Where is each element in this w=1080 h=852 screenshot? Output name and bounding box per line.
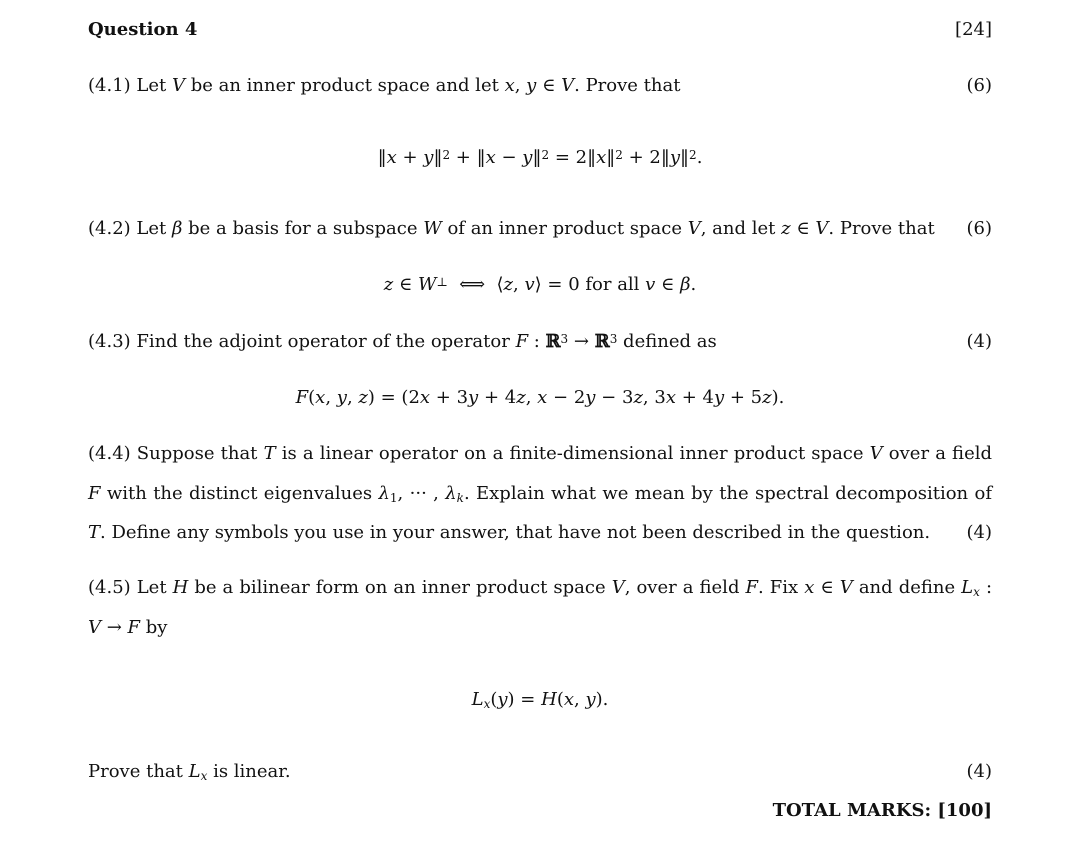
q44-number: (4.4) <box>88 443 131 464</box>
q43-number: (4.3) <box>88 331 131 352</box>
q43-equation: F(x, y, z) = (2x + 3y + 4z, x − 2y − 3z, 3x + 4y + 5z). <box>295 387 785 408</box>
q43-marks: (4) <box>966 331 992 352</box>
q42-number: (4.2) <box>88 218 131 239</box>
question-title: Question 4 <box>88 19 198 40</box>
q43-prompt: (4.3) Find the adjoint operator of the operator F : ℝ$^3$ → ℝ$^3$ defined as <box>88 331 717 352</box>
q45-equation: $L_x(y) = H(x$, y). <box>471 689 609 711</box>
q45-number: (4.5) <box>88 577 131 598</box>
question-total-marks: [24] <box>955 19 992 40</box>
q42-marks: (6) <box>966 218 992 239</box>
q44-marks: (4) <box>966 522 992 543</box>
q41-number: (4.1) <box>88 75 131 96</box>
q41-marks: (6) <box>966 75 992 96</box>
q41-equation: ‖x + y‖$^2$ + ‖x − y‖$^2$ = 2‖x‖$^2$ + 2‖y‖$^2$. <box>377 147 703 168</box>
total-marks: TOTAL MARKS: [100] <box>772 800 992 821</box>
q45-marks: (4) <box>966 761 992 782</box>
q44-paragraph: (4.4) Suppose that T is a linear operator on a finite-dimensional inner product space V over a field F with the distinct eigenvalues $\lambda_1$, ··· , $\lambda_k$. Explain what we mean by the spectral decomposition of T. Define any symbols you use in your answer, that have not been described in the question. <box>88 443 992 543</box>
q45-paragraph: (4.5) Let H be a bilinear form on an inner product space V, over a field F. Fix x ∈ V and define $L_x$ : V → F by <box>88 577 993 638</box>
q45-conclusion: Prove that $L_x$ is linear. <box>88 761 291 783</box>
q41-prompt: (4.1) Let V be an inner product space and let x, y ∈ V. Prove that <box>88 75 681 96</box>
q42-prompt: (4.2) Let β be a basis for a subspace W of an inner product space V, and let z ∈ V. Prove that <box>88 218 935 239</box>
q42-equation: z ∈ W⊥ ⟺ ⟨z, v⟩ = 0 for all v ∈ β. <box>383 274 697 295</box>
